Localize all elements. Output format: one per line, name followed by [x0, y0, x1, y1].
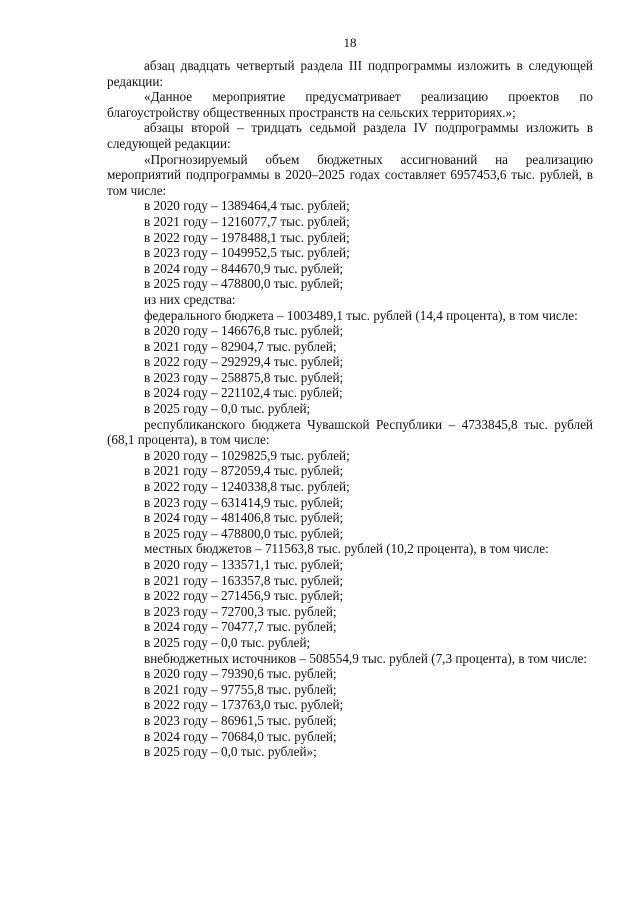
list-item: в 2022 году – 1978488,1 тыс. рублей; — [144, 229, 350, 245]
list-item: в 2024 году – 70477,7 тыс. рублей; — [144, 619, 337, 635]
list-item: в 2024 году – 844670,9 тыс. рублей; — [144, 260, 344, 276]
extrabudgetary-by-year-list — [107, 666, 593, 760]
list-item: в 2023 году – 86961,5 тыс. рублей; — [144, 712, 337, 728]
paragraph-measure-description: «Данное мероприятие предусматривает реализацию проектов по благоустройству общественных пространств на сельских территориях.»; — [107, 89, 593, 120]
list-item: в 2025 году – 0,0 тыс. рублей; — [144, 401, 311, 417]
list-item: в 2023 году – 258875,8 тыс. рублей; — [144, 369, 344, 385]
republic-budget-intro: республиканского бюджета Чувашской Республики – 4733845,8 тыс. рублей (68,1 процента), в том числе: — [107, 416, 593, 448]
local-by-year-list — [107, 557, 593, 651]
federal-budget-intro: федерального бюджета – 1003489,1 тыс. рублей (14,4 процента), в том числе: — [144, 307, 578, 323]
list-item: в 2025 году – 0,0 тыс. рублей»; — [144, 744, 317, 760]
paragraph-amendment-section-3: абзац двадцать четвертый раздела III подпрограммы изложить в следующей редакции: — [107, 58, 593, 89]
list-item: в 2023 году – 1049952,5 тыс. рублей; — [144, 245, 350, 261]
list-item: в 2024 году – 70684,0 тыс. рублей; — [144, 728, 337, 744]
paragraph-funding-total: «Прогнозируемый объем бюджетных ассигнований на реализацию мероприятий подпрограммы в 2020–2025 годах составляет 6957453,6 тыс. рублей, в том числе: — [107, 151, 593, 198]
list-item: в 2024 году – 481406,8 тыс. рублей; — [144, 510, 344, 526]
list-item: в 2022 году – 173763,0 тыс. рублей; — [144, 697, 344, 713]
list-item: в 2020 году – 79390,6 тыс. рублей; — [144, 666, 337, 682]
list-item: в 2021 году – 1216077,7 тыс. рублей; — [144, 213, 350, 229]
list-item: в 2022 году – 1240338,8 тыс. рублей; — [144, 479, 350, 495]
list-item: в 2023 году – 72700,3 тыс. рублей; — [144, 603, 337, 619]
paragraph-amendment-section-4: абзацы второй – тридцать седьмой раздела IV подпрограммы изложить в следующей редакции: — [107, 120, 593, 151]
list-item: в 2021 году – 97755,8 тыс. рублей; — [144, 681, 337, 697]
list-item: в 2020 году – 146676,8 тыс. рублей; — [144, 323, 344, 339]
list-item: в 2020 году – 1029825,9 тыс. рублей; — [144, 447, 350, 463]
extrabudgetary-intro: внебюджетных источников – 508554,9 тыс. рублей (7,3 процента), в том числе: — [144, 650, 588, 666]
list-item: в 2021 году – 82904,7 тыс. рублей; — [144, 338, 337, 354]
document-body — [107, 58, 593, 760]
page-number: 18 — [343, 35, 357, 50]
list-item: в 2020 году – 1389464,4 тыс. рублей; — [144, 198, 350, 214]
list-item: в 2024 году – 221102,4 тыс. рублей; — [144, 385, 343, 401]
list-item: в 2021 году – 872059,4 тыс. рублей; — [144, 463, 344, 479]
list-item: в 2021 году – 163357,8 тыс. рублей; — [144, 572, 344, 588]
list-item: в 2025 году – 478800,0 тыс. рублей; — [144, 276, 344, 292]
of-which-label: из них средства: — [144, 291, 236, 307]
republic-by-year-list — [107, 448, 593, 542]
total-by-year-list — [107, 198, 593, 292]
list-item: в 2022 году – 271456,9 тыс. рублей; — [144, 588, 344, 604]
list-item: в 2025 году – 478800,0 тыс. рублей; — [144, 525, 344, 541]
list-item: в 2020 году – 133571,1 тыс. рублей; — [144, 557, 344, 572]
list-item: в 2023 году – 631414,9 тыс. рублей; — [144, 494, 344, 510]
list-item: в 2025 году – 0,0 тыс. рублей; — [144, 634, 311, 650]
federal-by-year-list — [107, 323, 593, 417]
local-budget-intro: местных бюджетов – 711563,8 тыс. рублей (10,2 процента), в том числе: — [144, 541, 549, 557]
list-item: в 2022 году – 292929,4 тыс. рублей; — [144, 354, 344, 370]
